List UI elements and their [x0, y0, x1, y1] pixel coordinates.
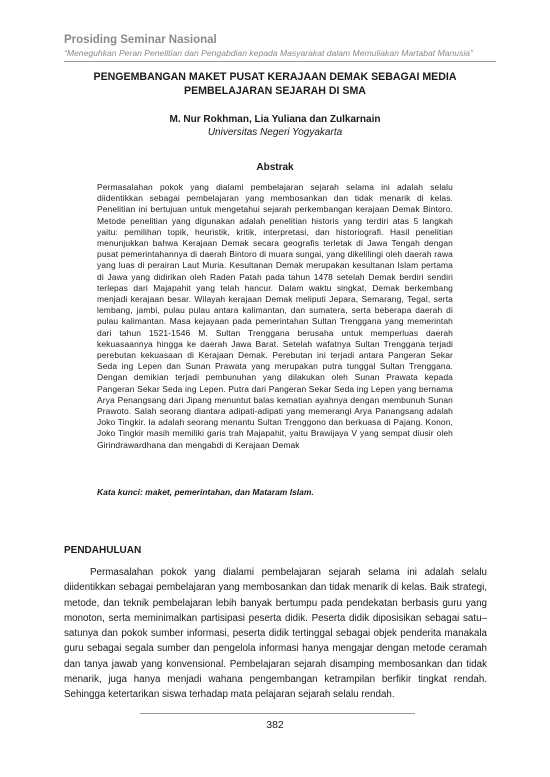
keywords: Kata kunci: maket, pemerintahan, dan Mataram Islam.	[97, 487, 314, 497]
running-head	[64, 33, 504, 59]
paper-title: PENGEMBANGAN MAKET PUSAT KERAJAAN DEMAK SEBAGAI MEDIA PEMBELAJARAN SEJARAH DI SMA	[93, 71, 457, 97]
section-heading-introduction: PENDAHULUAN	[64, 545, 142, 556]
introduction-body: Permasalahan pokok yang dialami pembelajaran sejarah selama ini adalah selalu diidentikkan sebagai pembelajaran yang membosankan dan tidak menarik di kelas. Baik strategi, metode, dan teknik pembelajaran lebih banyak bertumpu pada pendekatan berbasis guru yang monoton, serta meminimalkan partisipasi peserta didik. Peserta didik diposisikan sebagai satu–satunya dan pokok sumber informasi, peserta didik tertinggal sebagai objek penderita manakala guru sebagai segala sumber dan pengelola informasi hanya mengajar dengan metode ceramah dan tanya jawab yang konvensional. Pembelajaran sejarah disamping membosankan dan tidak menarik, juga hanya menjadi wahana pengembangan ketrampilan berfikir tingkat rendah. Sehingga ketertarikan siswa terhadap mata pelajaran sejarah selalu rendah.	[64, 567, 487, 701]
author-list: M. Nur Rokhman, Lia Yuliana dan Zulkarnain	[169, 114, 381, 125]
journal-name: Prosiding Seminar Nasional	[64, 34, 217, 46]
header-rule	[64, 61, 496, 62]
footer-rule	[140, 713, 415, 714]
abstract-heading: Abstrak	[256, 162, 294, 173]
journal-tagline: “Meneguhkan Peran Penelitian dan Pengabdian kepada Masyarakat dalam Memuliakan Martabat Manusia”	[64, 48, 473, 58]
affiliation: Universitas Negeri Yogyakarta	[207, 127, 343, 138]
abstract-body: Permasalahan pokok yang dialami pembelajaran sejarah selama ini adalah selalu diidentikkan sebagai pembelajaran yang membosankan dan tidak menarik di kelas. Penelitian ini bertujuan untuk mengetahui sejarah perkembangan kerajaan Demak Bintoro. Metode penelitian yang digunakan adalah penelitian historis yang terdiri atas 5 langkah yaitu: pemilihan topik, heuristik, kritik, interpretasi, dan historiografi. Hasil penelitian menunjukkan bahwa Kerajaan Demak secara geografis terletak di Jawa Tengah dengan pusat pemerintahannya di daerah Bintoro di muara sungai, yang dikelilingi oleh daerah rawa yang luas di perairan Laut Muria. Kesultanan Demak merupakan kesultanan Islam pertama di Jawa yang didirikan oleh Raden Patah pada tahun 1478 setelah Demak berdiri sendiri terlepas dari Majapahit yang telah hancur. Dalam waktu singkat, Demak berkembang menjadi kerajaan besar. Wilayah kerajaan Demak meliputi Jepara, Semarang, Tegal, serta lembang, jambi, pulau pulau antara kalimantan, dan sumatera, serta beberapa daerah di pulau kalimantan. Masa kejayaan pada pemerintahan Sultan Trenggana yang memerintah dari tahun 1521-1546 M. Sultan Trenggana berusaha untuk memperluas daerah kekuasaannya hingga ke daerah Jawa Barat. Setelah wafatnya Sultan Trenggana terjadi perebutan kekuasaan di Kerajaan Demak. Perebutan ini terjadi antara Pangeran Sekar Seda ing Lepen dan Sunan Prawata yang merupakan putra tunggal Sultan Trenggana. Dengan demikian terjadi pembunuhan yang dilakukan oleh Sunan Prawata kepada Pangeran Sekar Seda ing Lepen. Putra dari Pangeran Sekar Seda ing Lepen yang bernama Arya Penangsang dari Jipang menuntut balas kematian ayahnya dengan membunuh Sunan Prawoto. Salah seorang diantara adipati-adipati yang memerangi Arya Panangsang adalah Joko Tingkir. Ia adalah seorang menantu Sultan Trenggono dan berkuasa di Pajang. Konon, Joko Tingkir masih memiliki garis trah Majapahit, yaitu Brawijaya V yang sempat diusir oleh Girindrawardhana dan mengabdi di Kerajaan Demak	[97, 182, 453, 450]
page-number: 382	[266, 719, 284, 731]
